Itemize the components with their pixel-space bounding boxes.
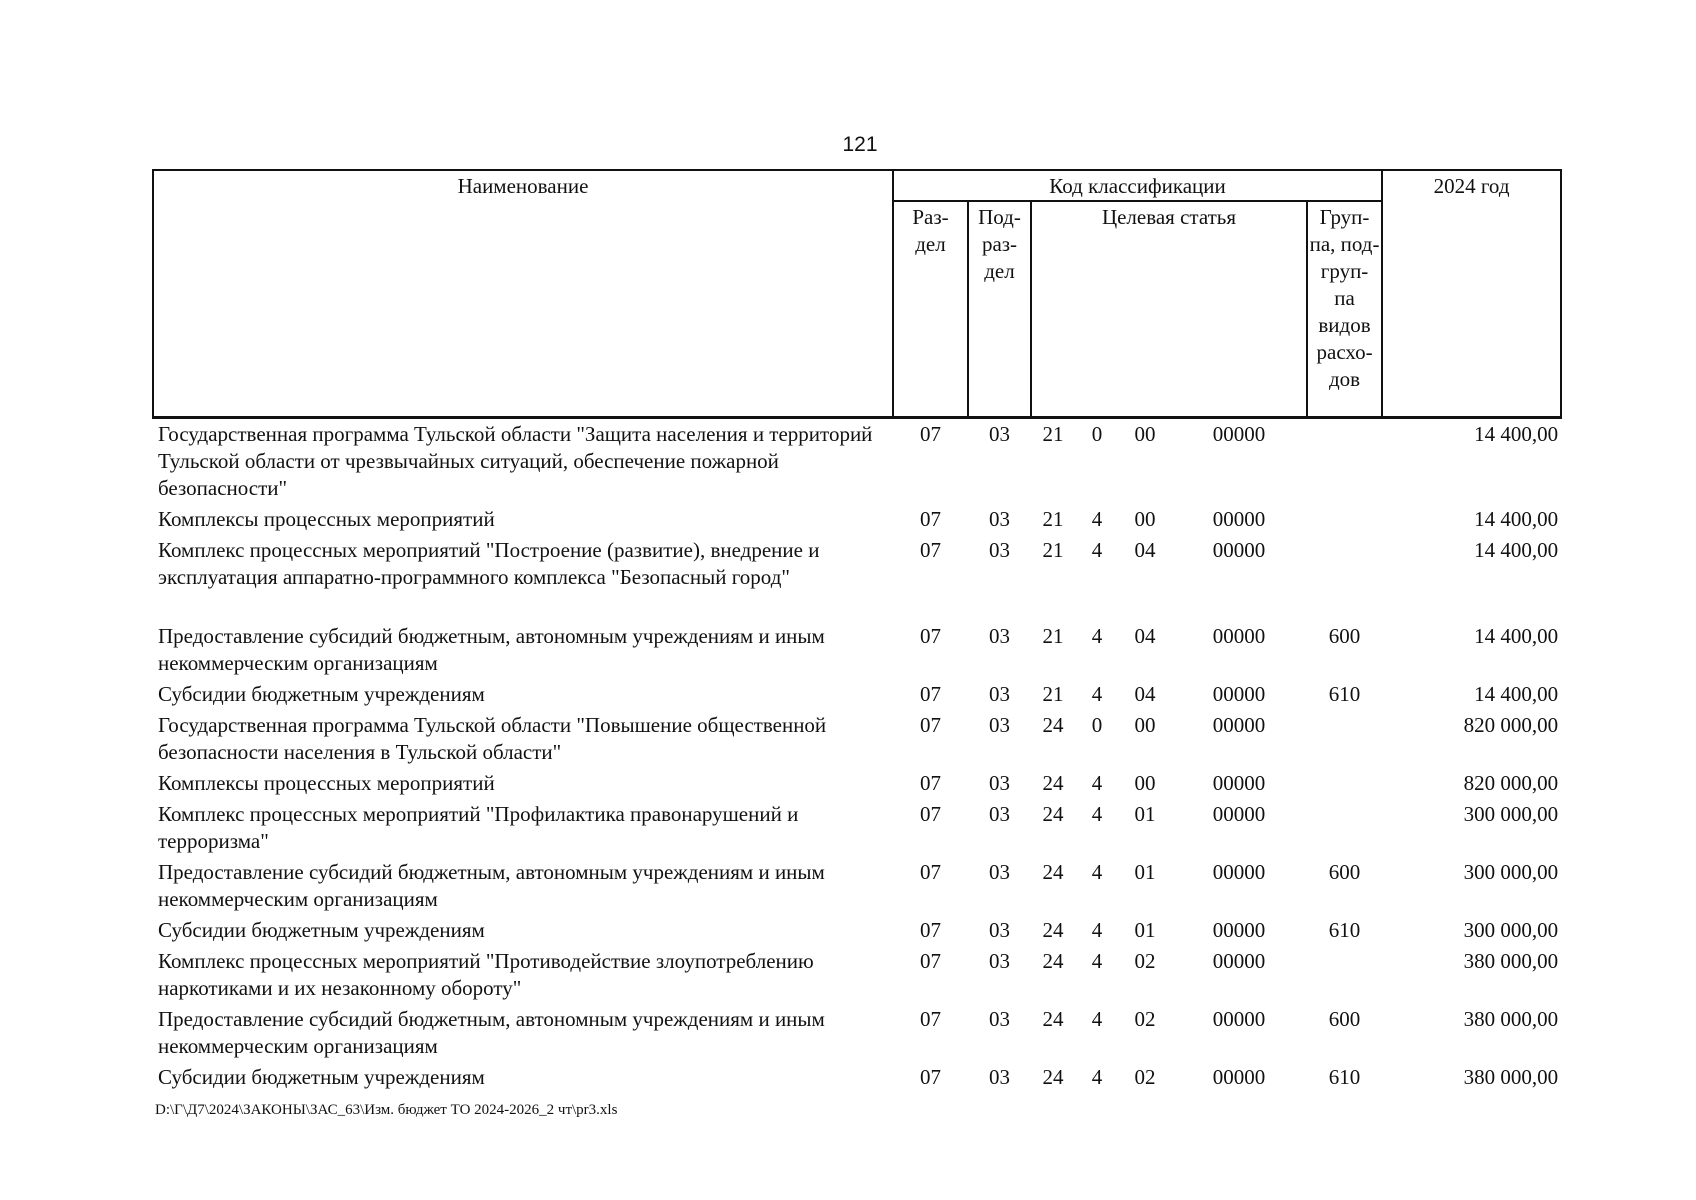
row-group: 610 (1328, 682, 1361, 706)
row-target-program: 24 (1042, 1065, 1064, 1089)
row-podrazdel: 03 (989, 538, 1010, 562)
table-row (153, 768, 1561, 799)
row-target-subprogram: 02 (1134, 1007, 1156, 1031)
row-name: Предоставление субсидий бюджетным, автономным учреждениям и иным некоммерческим организациям (158, 624, 825, 675)
header-group: Груп- па, под- груп- па видов расхо- дов (1307, 201, 1382, 418)
row-target-subprogram: 01 (1134, 918, 1156, 942)
row-name: Комплекс процессных мероприятий "Построение (развитие), внедрение и эксплуатация аппаратно-программного комплекса "Безопасный город" (158, 538, 820, 589)
row-target-direction: 00000 (1212, 949, 1266, 973)
row-razdel: 07 (920, 802, 941, 826)
row-target-direction: 00000 (1212, 802, 1266, 826)
row-target-subprogram: 02 (1134, 949, 1156, 973)
row-name: Государственная программа Тульской области "Защита населения и территорий Тульской области от чрезвычайных ситуаций, обеспечение пожарной безопасности" (158, 422, 873, 500)
table-row (153, 621, 1561, 679)
table-row (153, 679, 1561, 710)
row-target-program: 21 (1042, 507, 1064, 531)
row-name: Комплексы процессных мероприятий (158, 507, 495, 531)
row-razdel: 07 (920, 918, 941, 942)
row-name: Предоставление субсидий бюджетным, автономным учреждениям и иным некоммерческим организациям (158, 860, 825, 911)
row-name: Государственная программа Тульской области "Повышение общественной безопасности населения в Тульской области" (158, 713, 827, 764)
row-target-direction: 00000 (1212, 771, 1266, 795)
row-podrazdel: 03 (989, 422, 1010, 446)
row-target-type: 4 (1091, 507, 1103, 531)
row-target-direction: 00000 (1212, 507, 1266, 531)
row-podrazdel: 03 (989, 682, 1010, 706)
row-target-direction: 00000 (1212, 422, 1266, 446)
row-target-subprogram: 00 (1134, 771, 1156, 795)
row-target-program: 24 (1042, 860, 1064, 884)
row-amount: 380 000,00 (1463, 1007, 1559, 1031)
row-target-subprogram: 02 (1134, 1065, 1156, 1089)
row-target-subprogram: 01 (1134, 802, 1156, 826)
row-podrazdel: 03 (989, 802, 1010, 826)
row-target-type: 4 (1091, 860, 1103, 884)
row-razdel: 07 (920, 949, 941, 973)
header-code-group: Код классификации (893, 170, 1382, 201)
table-row (153, 915, 1561, 946)
row-podrazdel: 03 (989, 918, 1010, 942)
row-target-program: 21 (1042, 624, 1064, 648)
row-target-program: 24 (1042, 771, 1064, 795)
row-amount: 820 000,00 (1463, 713, 1559, 737)
row-target-type: 4 (1091, 918, 1103, 942)
row-target-type: 4 (1091, 802, 1103, 826)
table-header (153, 170, 1561, 418)
row-razdel: 07 (920, 624, 941, 648)
row-target-direction: 00000 (1212, 713, 1266, 737)
row-podrazdel: 03 (989, 860, 1010, 884)
row-podrazdel: 03 (989, 1065, 1010, 1089)
row-group (1307, 799, 1382, 857)
row-razdel: 07 (920, 538, 941, 562)
table-row (153, 799, 1561, 857)
row-target-subprogram: 00 (1134, 422, 1156, 446)
row-amount: 300 000,00 (1463, 860, 1559, 884)
row-target-type: 4 (1091, 538, 1103, 562)
row-razdel: 07 (920, 1007, 941, 1031)
row-podrazdel: 03 (989, 771, 1010, 795)
row-target-subprogram: 00 (1134, 713, 1156, 737)
table-row (153, 857, 1561, 915)
table-body (153, 418, 1561, 1094)
row-target-type: 0 (1091, 713, 1103, 737)
row-target-subprogram: 00 (1134, 507, 1156, 531)
table-row (153, 504, 1561, 535)
row-podrazdel: 03 (989, 1007, 1010, 1031)
row-podrazdel: 03 (989, 949, 1010, 973)
row-razdel: 07 (920, 771, 941, 795)
table-row (153, 946, 1561, 1004)
table-row (153, 710, 1561, 768)
row-group: 610 (1328, 1065, 1361, 1089)
row-target-type: 4 (1091, 682, 1103, 706)
header-name: Наименование (153, 170, 893, 418)
row-target-direction: 00000 (1212, 538, 1266, 562)
row-target-program: 24 (1042, 802, 1064, 826)
row-target-type: 4 (1091, 624, 1103, 648)
header-target: Целевая статья (1031, 201, 1307, 418)
row-target-program: 24 (1042, 1007, 1064, 1031)
row-amount: 380 000,00 (1463, 949, 1559, 973)
row-target-subprogram: 04 (1134, 682, 1156, 706)
row-name: Комплекс процессных мероприятий "Профилактика правонарушений и терроризма" (158, 802, 799, 853)
row-group: 610 (1328, 918, 1361, 942)
row-target-direction: 00000 (1212, 1007, 1266, 1031)
row-target-direction: 00000 (1212, 860, 1266, 884)
table-row (153, 418, 1561, 505)
row-target-type: 4 (1091, 771, 1103, 795)
row-group (1307, 768, 1382, 799)
row-razdel: 07 (920, 860, 941, 884)
header-podrazdel: Под- раз- дел (968, 201, 1031, 418)
row-target-program: 21 (1042, 538, 1064, 562)
table-row (153, 1004, 1561, 1062)
row-amount: 14 400,00 (1474, 507, 1559, 531)
row-amount: 300 000,00 (1463, 802, 1559, 826)
budget-table (152, 169, 1562, 1093)
row-name: Субсидии бюджетным учреждениям (158, 682, 485, 706)
row-name: Субсидии бюджетным учреждениям (158, 1065, 485, 1089)
header-year: 2024 год (1382, 170, 1561, 418)
row-target-program: 21 (1042, 682, 1064, 706)
row-target-direction: 00000 (1212, 682, 1266, 706)
row-target-subprogram: 04 (1134, 538, 1156, 562)
row-target-direction: 00000 (1212, 1065, 1266, 1089)
table-row (153, 535, 1561, 621)
row-group (1307, 710, 1382, 768)
row-target-type: 4 (1091, 949, 1103, 973)
row-razdel: 07 (920, 507, 941, 531)
row-amount: 820 000,00 (1463, 771, 1559, 795)
row-name: Предоставление субсидий бюджетным, автономным учреждениям и иным некоммерческим организациям (158, 1007, 825, 1058)
row-razdel: 07 (920, 713, 941, 737)
row-target-subprogram: 01 (1134, 860, 1156, 884)
row-razdel: 07 (920, 1065, 941, 1089)
row-group (1307, 946, 1382, 1004)
row-podrazdel: 03 (989, 624, 1010, 648)
row-target-program: 21 (1042, 422, 1064, 446)
row-razdel: 07 (920, 682, 941, 706)
file-path-footer: D:\Г\Д7\2024\ЗАКОНЫ\ЗАС_63\Изм. бюджет ТО 2024-2026_2 чт\pr3.xls (155, 1102, 618, 1118)
row-target-program: 24 (1042, 918, 1064, 942)
row-target-direction: 00000 (1212, 918, 1266, 942)
row-group: 600 (1328, 624, 1361, 648)
row-target-direction: 00000 (1212, 624, 1266, 648)
row-name: Комплекс процессных мероприятий "Противодействие злоупотреблению наркотиками и их незаконному обороту" (158, 949, 814, 1000)
row-podrazdel: 03 (989, 507, 1010, 531)
row-podrazdel: 03 (989, 713, 1010, 737)
row-group (1307, 504, 1382, 535)
row-name: Субсидии бюджетным учреждениям (158, 918, 485, 942)
row-name: Комплексы процессных мероприятий (158, 771, 495, 795)
row-target-program: 24 (1042, 713, 1064, 737)
row-amount: 14 400,00 (1474, 538, 1559, 562)
row-group: 600 (1328, 860, 1361, 884)
row-target-type: 4 (1091, 1007, 1103, 1031)
row-amount: 380 000,00 (1463, 1065, 1559, 1089)
header-razdel: Раз- дел (893, 201, 968, 418)
row-amount: 14 400,00 (1474, 682, 1559, 706)
row-group (1307, 418, 1382, 505)
row-target-type: 0 (1091, 422, 1103, 446)
row-group: 600 (1328, 1007, 1361, 1031)
row-amount: 14 400,00 (1474, 624, 1559, 648)
row-target-type: 4 (1091, 1065, 1103, 1089)
row-razdel: 07 (920, 422, 941, 446)
row-amount: 14 400,00 (1474, 422, 1559, 446)
row-group (1307, 535, 1382, 621)
row-target-subprogram: 04 (1134, 624, 1156, 648)
row-target-program: 24 (1042, 949, 1064, 973)
table-row (153, 1062, 1561, 1093)
page-number: 121 (842, 133, 878, 156)
row-amount: 300 000,00 (1463, 918, 1559, 942)
